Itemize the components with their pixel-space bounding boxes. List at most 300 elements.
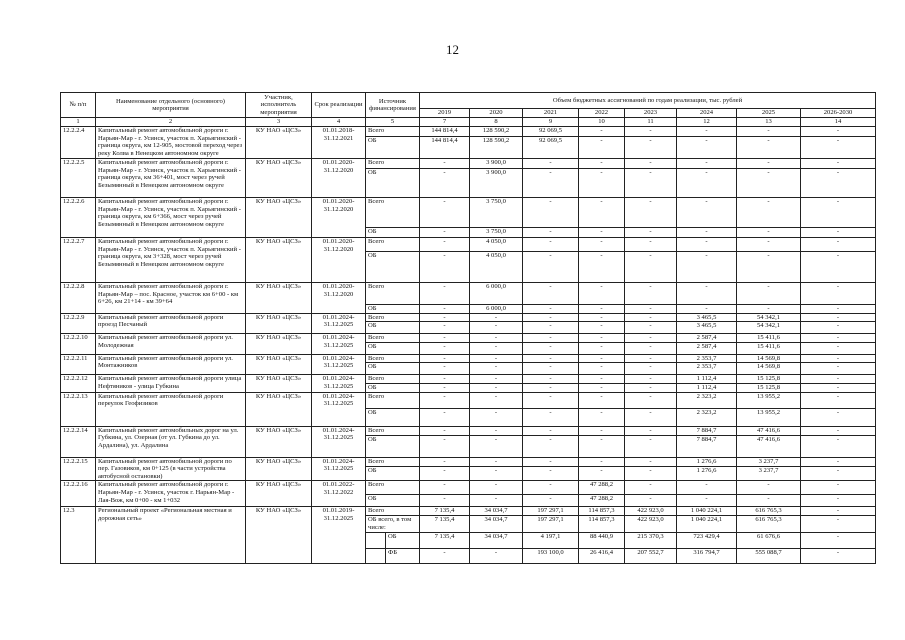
header-year: 2021 <box>523 109 579 118</box>
value-cell: 723 429,4 <box>677 532 737 548</box>
value-cell: - <box>470 342 523 354</box>
value-cell: 207 552,7 <box>625 548 677 563</box>
value-cell: - <box>579 392 625 408</box>
term: 01.01.2024-31.12.2025 <box>312 457 366 481</box>
value-cell: - <box>523 334 579 343</box>
funding-source: ОБ <box>366 228 420 238</box>
value-cell: 3 750,0 <box>470 228 523 238</box>
column-index: 8 <box>470 118 523 127</box>
value-cell: - <box>579 383 625 392</box>
value-cell: 47 416,6 <box>737 435 801 457</box>
value-cell: - <box>420 342 470 354</box>
row-number: 12.2.2.9 <box>61 313 96 334</box>
measure-name: Региональный проект «Региональная местная и дорожная сеть» <box>96 507 246 563</box>
value-cell: - <box>579 127 625 137</box>
term: 01.01.2024-31.12.2025 <box>312 426 366 457</box>
value-cell: 15 125,8 <box>737 383 801 392</box>
value-cell: 15 125,8 <box>737 375 801 384</box>
value-cell: - <box>523 457 579 466</box>
funding-source: Всего <box>366 392 420 408</box>
term: 01.01.2024-31.12.2025 <box>312 375 366 392</box>
value-cell: - <box>801 457 876 466</box>
value-cell: 15 411,6 <box>737 342 801 354</box>
value-cell: 1 276,6 <box>677 466 737 480</box>
executor: КУ НАО «ЦСЗ» <box>246 375 312 392</box>
header-year: 2019 <box>420 109 470 118</box>
value-cell: - <box>579 159 625 169</box>
measure-name: Капитальный ремонт автомобильных дорог на ул. Губкина, ул. Озерная (от ул. Губкина до ул. Ардалина), ул. Ардалина <box>96 426 246 457</box>
column-index: 12 <box>677 118 737 127</box>
header-year: 2020 <box>470 109 523 118</box>
funding-source: ОБ <box>366 363 420 375</box>
value-cell: - <box>801 375 876 384</box>
value-cell: - <box>523 363 579 375</box>
value-cell: - <box>625 375 677 384</box>
value-cell: - <box>801 137 876 159</box>
funding-source: ОБ <box>366 383 420 392</box>
executor: КУ НАО «ЦСЗ» <box>246 426 312 457</box>
value-cell: - <box>579 435 625 457</box>
value-cell: - <box>737 495 801 507</box>
value-cell: - <box>579 334 625 343</box>
funding-source: Всего <box>366 159 420 169</box>
value-cell: 1 040 224,1 <box>677 516 737 532</box>
value-cell: - <box>737 305 801 314</box>
page-number: 12 <box>446 42 459 57</box>
value-cell: - <box>523 252 579 283</box>
empty-cell <box>366 532 386 548</box>
header-year: 2025 <box>737 109 801 118</box>
budget-table <box>60 92 876 564</box>
value-cell: - <box>625 495 677 507</box>
executor: КУ НАО «ЦСЗ» <box>246 238 312 283</box>
value-cell: 92 069,5 <box>523 127 579 137</box>
column-index: 5 <box>366 118 420 127</box>
value-cell: - <box>737 252 801 283</box>
value-cell: - <box>801 426 876 435</box>
value-cell: - <box>420 392 470 408</box>
value-cell: 555 088,7 <box>737 548 801 563</box>
table-row <box>61 507 876 516</box>
row-number: 12.2.2.11 <box>61 354 96 375</box>
executor: КУ НАО «ЦСЗ» <box>246 127 312 159</box>
table-row <box>61 159 876 169</box>
value-cell: - <box>801 548 876 563</box>
value-cell: 215 370,3 <box>625 532 677 548</box>
row-number: 12.2.2.16 <box>61 481 96 507</box>
funding-source: ФБ <box>386 548 420 563</box>
value-cell: - <box>579 198 625 228</box>
value-cell: - <box>579 342 625 354</box>
row-number: 12.2.2.4 <box>61 127 96 159</box>
table-row <box>61 375 876 384</box>
value-cell: 3 900,0 <box>470 169 523 198</box>
measure-name: Капитальный ремонт автомобильной дороги переулок Геофизиков <box>96 392 246 426</box>
value-cell: - <box>523 305 579 314</box>
value-cell: - <box>677 481 737 495</box>
value-cell: - <box>523 159 579 169</box>
value-cell: 3 237,7 <box>737 457 801 466</box>
row-number: 12.2.2.6 <box>61 198 96 238</box>
value-cell: - <box>523 375 579 384</box>
value-cell: - <box>579 169 625 198</box>
table-row <box>61 354 876 363</box>
table-row <box>61 392 876 408</box>
value-cell: - <box>420 354 470 363</box>
value-cell: - <box>737 238 801 252</box>
value-cell: - <box>801 532 876 548</box>
value-cell: - <box>579 283 625 305</box>
funding-source: ОБ <box>366 408 420 426</box>
value-cell: - <box>625 322 677 334</box>
measure-name: Капитальный ремонт автомобильной дороги г. Нарьян-Мар – пос. Красное, участок км 6+00 - км 6+26, км 21+14 - км 39+64 <box>96 283 246 314</box>
term: 01.01.2019-31.12.2025 <box>312 507 366 563</box>
executor: КУ НАО «ЦСЗ» <box>246 392 312 426</box>
executor: КУ НАО «ЦСЗ» <box>246 481 312 507</box>
value-cell: - <box>625 354 677 363</box>
value-cell: - <box>523 342 579 354</box>
value-cell: 6 000,0 <box>470 305 523 314</box>
value-cell: - <box>420 426 470 435</box>
funding-source: Всего <box>366 426 420 435</box>
value-cell: - <box>625 457 677 466</box>
term: 01.01.2020-31.12.2020 <box>312 238 366 283</box>
value-cell: 2 323,2 <box>677 392 737 408</box>
value-cell: - <box>801 363 876 375</box>
value-cell: - <box>420 198 470 228</box>
value-cell: - <box>523 238 579 252</box>
funding-source: Всего <box>366 375 420 384</box>
value-cell: - <box>420 283 470 305</box>
header-num: № п/п <box>61 93 96 118</box>
value-cell: - <box>677 495 737 507</box>
value-cell: - <box>523 283 579 305</box>
value-cell: - <box>420 481 470 495</box>
funding-source: Всего <box>366 313 420 322</box>
header-volume: Объем бюджетных ассигнований по годам реализации, тыс. рублей <box>420 93 876 109</box>
value-cell: - <box>801 228 876 238</box>
measure-name: Капитальный ремонт автомобильной дороги г. Нарьян-Мар - г. Усинск, участок г. Нарьян-Мар - Лая-Вож, км 0+00 - км 1+032 <box>96 481 246 507</box>
term: 01.01.2020-31.12.2020 <box>312 198 366 238</box>
value-cell: 15 411,6 <box>737 334 801 343</box>
header-term: Срок реализации <box>312 93 366 118</box>
value-cell: 14 569,8 <box>737 354 801 363</box>
value-cell: 3 750,0 <box>470 198 523 228</box>
value-cell: 88 440,9 <box>579 532 625 548</box>
value-cell: 47 288,2 <box>579 495 625 507</box>
value-cell: 61 676,6 <box>737 532 801 548</box>
measure-name: Капитальный ремонт автомобильной дороги г. Нарьян-Мар - г. Усинск, участок п. Харьягинский - граница округа, км 12-905, мостовой переход через реку Колва в Ненецком автономном округе <box>96 127 246 159</box>
value-cell: - <box>625 283 677 305</box>
value-cell: 2 587,4 <box>677 334 737 343</box>
value-cell: 144 814,4 <box>420 137 470 159</box>
value-cell: - <box>523 408 579 426</box>
value-cell: - <box>625 466 677 480</box>
value-cell: 114 857,3 <box>579 516 625 532</box>
column-index-row <box>61 118 876 127</box>
value-cell: - <box>737 127 801 137</box>
value-cell: - <box>470 408 523 426</box>
row-number: 12.2.2.13 <box>61 392 96 426</box>
value-cell: - <box>801 481 876 495</box>
value-cell: - <box>470 426 523 435</box>
value-cell: - <box>801 169 876 198</box>
executor: КУ НАО «ЦСЗ» <box>246 334 312 355</box>
funding-source: ОБ <box>366 252 420 283</box>
table-row <box>61 481 876 495</box>
empty-cell <box>366 548 386 563</box>
value-cell: - <box>677 127 737 137</box>
value-cell: - <box>470 435 523 457</box>
value-cell: - <box>625 481 677 495</box>
value-cell: - <box>420 169 470 198</box>
value-cell: - <box>801 283 876 305</box>
value-cell: 34 034,7 <box>470 532 523 548</box>
executor: КУ НАО «ЦСЗ» <box>246 507 312 563</box>
value-cell: 114 857,3 <box>579 507 625 516</box>
value-cell: - <box>420 435 470 457</box>
funding-source: Всего <box>366 283 420 305</box>
value-cell: - <box>579 426 625 435</box>
term: 01.01.2024-31.12.2025 <box>312 334 366 355</box>
table-row <box>61 198 876 228</box>
value-cell: - <box>677 238 737 252</box>
value-cell: - <box>523 313 579 322</box>
value-cell: - <box>579 408 625 426</box>
value-cell: - <box>470 466 523 480</box>
executor: КУ НАО «ЦСЗ» <box>246 159 312 198</box>
value-cell: - <box>420 159 470 169</box>
measure-name: Капитальный ремонт автомобильной дороги по пер. Газовиков, км 0+125 (в части устройства автобусной остановки) <box>96 457 246 481</box>
value-cell: - <box>677 169 737 198</box>
value-cell: - <box>420 375 470 384</box>
value-cell: - <box>625 334 677 343</box>
value-cell: - <box>579 375 625 384</box>
value-cell: - <box>625 252 677 283</box>
value-cell: - <box>470 375 523 384</box>
executor: КУ НАО «ЦСЗ» <box>246 313 312 334</box>
value-cell: 2 587,4 <box>677 342 737 354</box>
value-cell: - <box>579 322 625 334</box>
funding-source: Всего <box>366 334 420 343</box>
value-cell: - <box>579 305 625 314</box>
header-executor: Участник, исполнитель мероприятия <box>246 93 312 118</box>
funding-source: ОБ <box>366 495 420 507</box>
value-cell: - <box>470 354 523 363</box>
value-cell: - <box>801 435 876 457</box>
term: 01.01.2022-31.12.2022 <box>312 481 366 507</box>
value-cell: - <box>420 548 470 563</box>
value-cell: 54 342,1 <box>737 313 801 322</box>
value-cell: 3 237,7 <box>737 466 801 480</box>
funding-source: ОБ всего, в том числе: <box>366 516 420 532</box>
value-cell: - <box>677 252 737 283</box>
value-cell: - <box>625 313 677 322</box>
funding-source: ОБ <box>366 305 420 314</box>
column-index: 9 <box>523 118 579 127</box>
row-number: 12.2.2.7 <box>61 238 96 283</box>
value-cell: - <box>625 198 677 228</box>
value-cell: - <box>801 322 876 334</box>
value-cell: 128 590,2 <box>470 127 523 137</box>
measure-name: Капитальный ремонт автомобильной дороги проезд Песчаный <box>96 313 246 334</box>
value-cell: - <box>579 466 625 480</box>
value-cell: - <box>420 228 470 238</box>
value-cell: - <box>470 481 523 495</box>
value-cell: 3 465,5 <box>677 313 737 322</box>
table-row <box>61 127 876 137</box>
value-cell: - <box>625 408 677 426</box>
value-cell: - <box>677 159 737 169</box>
value-cell: - <box>801 383 876 392</box>
value-cell: - <box>677 283 737 305</box>
executor: КУ НАО «ЦСЗ» <box>246 457 312 481</box>
value-cell: - <box>420 313 470 322</box>
value-cell: 47 288,2 <box>579 481 625 495</box>
value-cell: 7 135,4 <box>420 516 470 532</box>
value-cell: 422 923,0 <box>625 516 677 532</box>
value-cell: - <box>801 392 876 408</box>
value-cell: - <box>523 198 579 228</box>
value-cell: - <box>625 383 677 392</box>
value-cell: - <box>737 228 801 238</box>
value-cell: - <box>579 457 625 466</box>
value-cell: - <box>420 322 470 334</box>
term: 01.01.2018-31.12.2021 <box>312 127 366 159</box>
value-cell: 92 069,5 <box>523 137 579 159</box>
row-number: 12.2.2.10 <box>61 334 96 355</box>
value-cell: 616 765,3 <box>737 516 801 532</box>
table-row <box>61 457 876 466</box>
value-cell: - <box>737 137 801 159</box>
value-cell: 616 765,3 <box>737 507 801 516</box>
term: 01.01.2024-31.12.2025 <box>312 354 366 375</box>
value-cell: - <box>625 363 677 375</box>
value-cell: - <box>579 137 625 159</box>
value-cell: - <box>523 392 579 408</box>
value-cell: 34 034,7 <box>470 507 523 516</box>
value-cell: - <box>737 283 801 305</box>
value-cell: 1 112,4 <box>677 375 737 384</box>
value-cell: - <box>677 137 737 159</box>
value-cell: 13 955,2 <box>737 408 801 426</box>
measure-name: Капитальный ремонт автомобильной дороги ул. Монтажников <box>96 354 246 375</box>
value-cell: - <box>470 495 523 507</box>
value-cell: - <box>579 252 625 283</box>
value-cell: - <box>625 392 677 408</box>
funding-source: ОБ <box>366 466 420 480</box>
value-cell: 197 297,1 <box>523 507 579 516</box>
measure-name: Капитальный ремонт автомобильной дороги улица Нефтяников - улица Губкина <box>96 375 246 392</box>
funding-source: ОБ <box>366 435 420 457</box>
value-cell: - <box>523 228 579 238</box>
value-cell: 193 100,0 <box>523 548 579 563</box>
value-cell: 6 000,0 <box>470 283 523 305</box>
value-cell: - <box>737 159 801 169</box>
value-cell: - <box>801 238 876 252</box>
value-cell: - <box>420 252 470 283</box>
value-cell: 197 297,1 <box>523 516 579 532</box>
value-cell: 47 416,6 <box>737 426 801 435</box>
value-cell: - <box>625 342 677 354</box>
value-cell: 4 050,0 <box>470 238 523 252</box>
column-index: 7 <box>420 118 470 127</box>
value-cell: - <box>579 228 625 238</box>
funding-source: Всего <box>366 457 420 466</box>
value-cell: - <box>523 354 579 363</box>
value-cell: - <box>625 228 677 238</box>
value-cell: 7 135,4 <box>420 532 470 548</box>
value-cell: - <box>801 252 876 283</box>
value-cell: - <box>420 408 470 426</box>
term: 01.01.2020-31.12.2020 <box>312 159 366 198</box>
row-number: 12.2.2.12 <box>61 375 96 392</box>
header-name: Наименование отдельного (основного) мероприятия <box>96 93 246 118</box>
funding-source: ОБ <box>386 532 420 548</box>
funding-source: ОБ <box>366 342 420 354</box>
value-cell: 128 590,2 <box>470 137 523 159</box>
value-cell: - <box>737 198 801 228</box>
value-cell: - <box>420 466 470 480</box>
value-cell: 316 794,7 <box>677 548 737 563</box>
value-cell: 2 323,2 <box>677 408 737 426</box>
value-cell: 3 900,0 <box>470 159 523 169</box>
value-cell: - <box>625 169 677 198</box>
value-cell: - <box>801 198 876 228</box>
table-row <box>61 426 876 435</box>
funding-source: Всего <box>366 507 420 516</box>
value-cell: - <box>625 127 677 137</box>
value-cell: - <box>420 238 470 252</box>
value-cell: - <box>677 228 737 238</box>
value-cell: - <box>801 342 876 354</box>
value-cell: 54 342,1 <box>737 322 801 334</box>
term: 01.01.2024-31.12.2025 <box>312 392 366 426</box>
executor: КУ НАО «ЦСЗ» <box>246 283 312 314</box>
value-cell: - <box>420 457 470 466</box>
column-index: 13 <box>737 118 801 127</box>
value-cell: - <box>470 313 523 322</box>
value-cell: - <box>801 507 876 516</box>
value-cell: - <box>737 169 801 198</box>
column-index: 4 <box>312 118 366 127</box>
column-index: 11 <box>625 118 677 127</box>
value-cell: - <box>420 383 470 392</box>
value-cell: - <box>470 383 523 392</box>
value-cell: 26 416,4 <box>579 548 625 563</box>
funding-source: Всего <box>366 238 420 252</box>
value-cell: - <box>801 334 876 343</box>
value-cell: - <box>677 198 737 228</box>
value-cell: - <box>625 159 677 169</box>
value-cell: - <box>523 383 579 392</box>
value-cell: 34 034,7 <box>470 516 523 532</box>
measure-name: Капитальный ремонт автомобильной дороги г. Нарьян-Мар - г. Усинск, участок п. Харьягинский - граница округа, км 36+401, мост через ручей Безымянный в Ненецком автономном округе <box>96 159 246 198</box>
funding-source: ОБ <box>366 322 420 334</box>
row-number: 12.2.2.8 <box>61 283 96 314</box>
value-cell: - <box>470 322 523 334</box>
value-cell: - <box>625 305 677 314</box>
value-cell: - <box>523 169 579 198</box>
row-number: 12.3 <box>61 507 96 563</box>
executor: КУ НАО «ЦСЗ» <box>246 198 312 238</box>
value-cell: 1 276,6 <box>677 457 737 466</box>
column-index: 2 <box>96 118 246 127</box>
value-cell: - <box>801 516 876 532</box>
column-index: 1 <box>61 118 96 127</box>
value-cell: - <box>470 392 523 408</box>
value-cell: 422 923,0 <box>625 507 677 516</box>
